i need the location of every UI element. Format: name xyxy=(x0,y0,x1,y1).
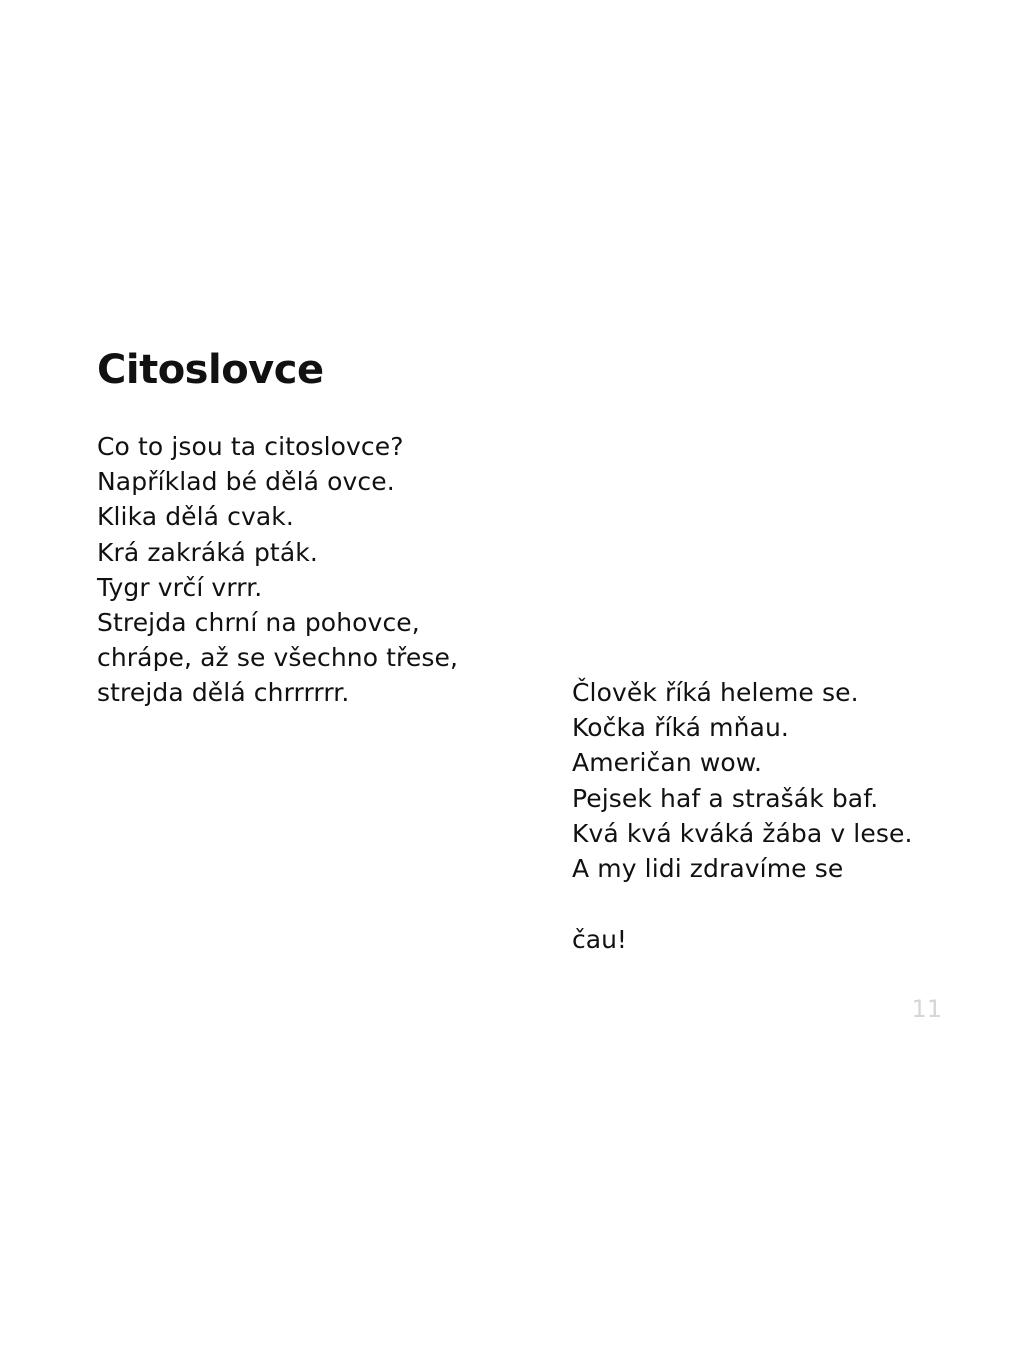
poem-line: strejda dělá chrrrrrr. xyxy=(97,678,350,708)
poem-line: Pejsek haf a strašák baf. xyxy=(572,783,879,813)
poem-stanza-left xyxy=(97,429,458,711)
page-title: Citoslovce xyxy=(97,347,324,393)
poem-line: Co to jsou ta citoslovce? xyxy=(97,432,404,461)
poem-line: Kočka říká mňau. xyxy=(572,713,789,743)
page-number: 11 xyxy=(911,995,942,1023)
poem-line: Američan wow. xyxy=(572,748,763,778)
poem-stanza-right xyxy=(572,675,913,886)
poem-line: Tygr vrčí vrrr. xyxy=(97,572,263,602)
poem-line: Například bé dělá ovce. xyxy=(97,467,395,497)
poem-line: Strejda chrní na pohovce, xyxy=(97,607,420,637)
poem-closing-line: čau! xyxy=(572,925,627,954)
poem-line: A my lidi zdravíme se xyxy=(572,853,844,883)
poem-line: chrápe, až se všechno třese, xyxy=(97,643,459,673)
poem-line: Krá zakráká pták. xyxy=(97,537,318,567)
poem-line: Klika dělá cvak. xyxy=(97,502,294,532)
poem-line: Člověk říká heleme se. xyxy=(572,678,859,707)
poem-line: Kvá kvá kváká žába v lese. xyxy=(572,818,913,848)
